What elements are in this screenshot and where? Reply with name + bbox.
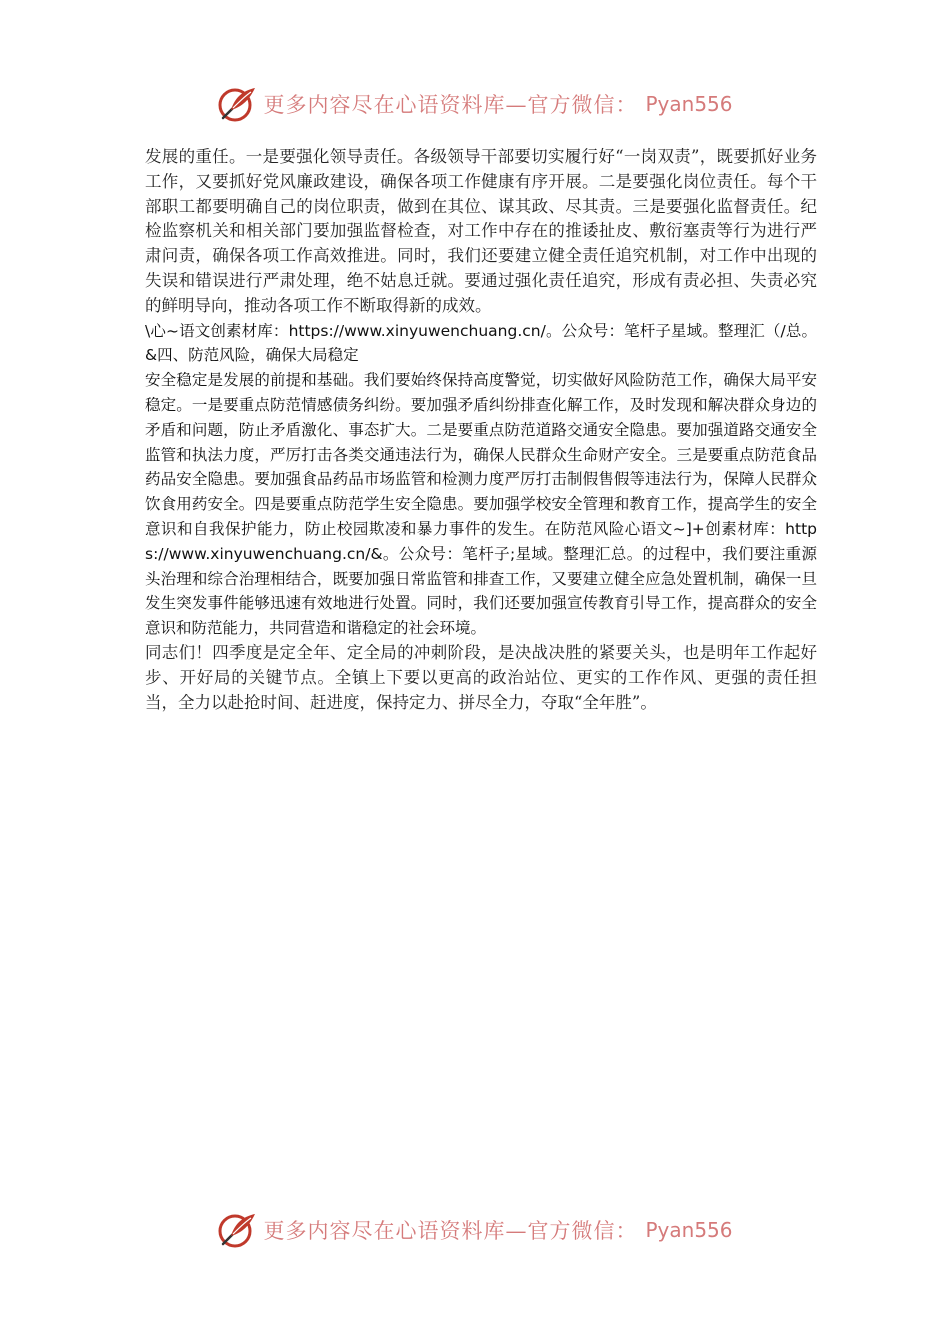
- paragraph-risk-prevention: 安全稳定是发展的前提和基础。我们要始终保持高度警觉，切实做好风险防范工作，确保大局平安稳定。一是要重点防范情感债务纠纷。要加强矛盾纠纷排查化解工作，及时发现和解决群众身边的矛盾和问题，防止矛盾激化、事态扩大。二是要重点防范道路交通安全隐患。要加强道路交通安全监管和执法力度，严厉打击各类交通违法行为，确保人民群众生命财产安全。三是要重点防范食品药品安全隐患。要加强食品药品市场监管和检测力度严厉打击制假售假等违法行为，保障人民群众饮食用药安全。四是要重点防范学生安全隐患。要加强学校安全管理和教育工作，提高学生的安全意识和自我保护能力，防止校园欺凌和暴力事件的发生。在防范风险心语文~]+创素材库：https://www.xinyuwenchuang.cn/&。公众号：笔杆子;星域。整理汇总。的过程中，我们要注重源头治理和综合治理相结合，既要加强日常监管和排查工作，又要建立健全应急处置机制，确保一旦发生突发事件能够迅速有效地进行处置。同时，我们还要加强宣传教育引导工作，提高群众的安全意识和防范能力，共同营造和谐稳定的社会环境。: [145, 371, 817, 638]
- quill-logo-icon: [217, 1210, 257, 1250]
- header-banner-text: 更多内容尽在心语资料库—官方微信：: [263, 93, 638, 117]
- footer-banner-handle: Pyan556: [645, 1218, 733, 1242]
- document-body: [145, 145, 817, 715]
- paragraph-section-heading: \心~语文创素材库：https://www.xinyuwenchuang.cn/。公众号：笔杆子星域。整理汇（/总。&四、防范风险，确保大局稳定: [145, 321, 817, 365]
- paragraph-responsibility: 发展的重任。一是要强化领导责任。各级领导干部要切实履行好“一岗双责”，既要抓好业务工作，又要抓好党风廉政建设，确保各项工作健康有序开展。二是要强化岗位责任。每个干部职工都要明确自己的岗位职责，做到在其位、谋其政、尽其责。三是要强化监督责任。纪检监察机关和相关部门要加强监督检查，对工作中存在的推诿扯皮、敷衍塞责等行为进行严肃问责，确保各项工作高效推进。同时，我们还要建立健全责任追究机制，对工作中出现的失误和错误进行严肃处理，绝不姑息迁就。要通过强化责任追究，形成有责必担、失责必究的鲜明导向，推动各项工作不断取得新的成效。: [145, 147, 817, 315]
- header-banner: [0, 82, 950, 126]
- footer-banner-text: 更多内容尽在心语资料库—官方微信：: [263, 1219, 638, 1243]
- quill-logo-icon: [217, 84, 257, 124]
- footer-banner: [0, 1208, 950, 1252]
- header-banner-handle: Pyan556: [645, 92, 733, 116]
- paragraph-closing: 同志们！四季度是定全年、定全局的冲刺阶段，是决战决胜的紧要关头，也是明年工作起好步、开好局的关键节点。全镇上下要以更高的政治站位、更实的工作作风、更强的责任担当，全力以赴抢时间、赶进度，保持定力、拼尽全力，夺取“全年胜”。: [145, 642, 817, 712]
